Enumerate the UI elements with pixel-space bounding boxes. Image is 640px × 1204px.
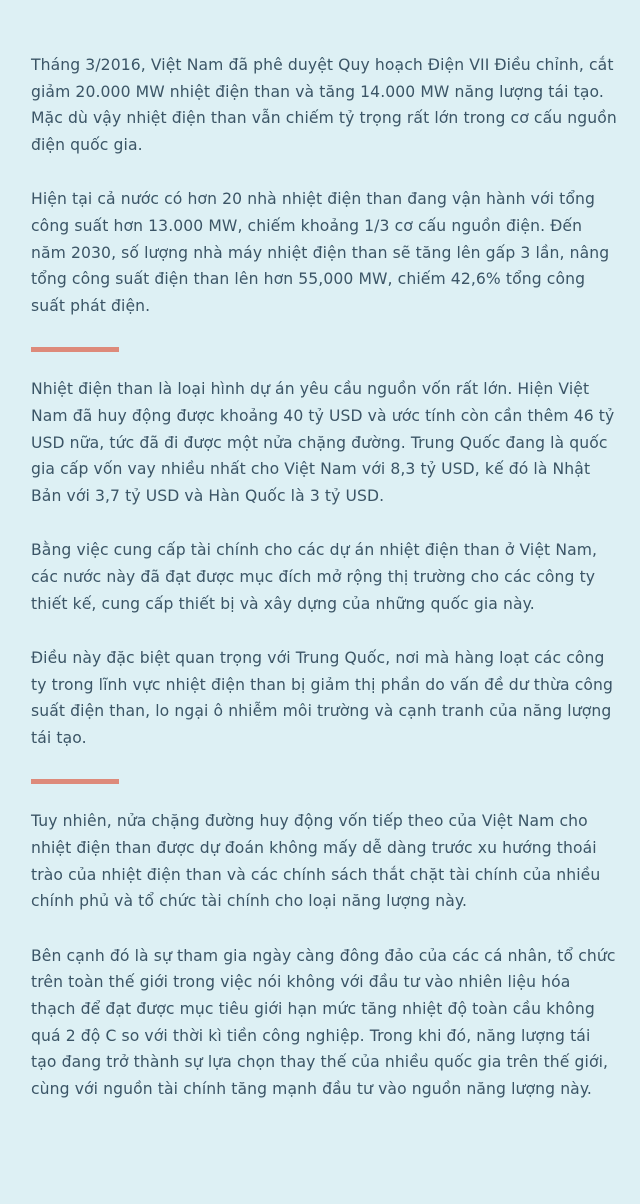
- paragraph-future-funding: Tuy nhiên, nửa chặng đường huy động vốn tiếp theo của Việt Nam cho nhiệt điện than được dự đoán không mấy dễ dàng trước xu hướng thoái trào của nhiệt điện than và các chính sách thắt chặt tài chính của nhiều chính phủ và tổ chức tài chính cho loại năng lượng này.: [31, 812, 601, 911]
- section-divider: [31, 347, 119, 352]
- paragraph-funding: Nhiệt điện than là loại hình dự án yêu cầu nguồn vốn rất lớn. Hiện Việt Nam đã huy động được khoảng 40 tỷ USD và ước tính còn cần thêm 46 tỷ USD nữa, tức đã đi được một nửa chặng đường. Trung Quốc đang là quốc gia cấp vốn vay nhiều nhất cho Việt Nam với 8,3 tỷ USD, kế đó là Nhật Bản với 3,7 tỷ USD và Hàn Quốc là 3 tỷ USD.: [31, 380, 615, 505]
- paragraph-power-plan: Tháng 3/2016, Việt Nam đã phê duyệt Quy hoạch Điện VII Điều chỉnh, cắt giảm 20.000 MW nhiệt điện than và tăng 14.000 MW năng lượng tái tạo. Mặc dù vậy nhiệt điện than vẫn chiếm tỷ trọng rất lớn trong cơ cấu nguồn điện quốc gia.: [31, 56, 617, 154]
- paragraph-market-expansion: Bằng việc cung cấp tài chính cho các dự án nhiệt điện than ở Việt Nam, các nước này đã đạt được mục đích mở rộng thị trường cho các công ty thiết kế, cung cấp thiết bị và xây dựng của những quốc gia này.: [31, 541, 598, 613]
- paragraph-divestment: Bên cạnh đó là sự tham gia ngày càng đông đảo của các cá nhân, tổ chức trên toàn thế giới trong việc nói không với đầu tư vào nhiên liệu hóa thạch để đạt được mục tiêu giới hạn mức tăng nhiệt độ toàn cầu không quá 2 độ C so với thời kì tiền công nghiệp. Trong khi đó, năng lượng tái tạo đang trở thành sự lựa chọn thay thế của nhiều quốc gia trên thế giới, cùng với nguồn tài chính tăng mạnh đầu tư vào nguồn năng lượng này.: [31, 946, 616, 1098]
- paragraph-coal-capacity: Hiện tại cả nước có hơn 20 nhà nhiệt điện than đang vận hành với tổng công suất hơn 13.000 MW, chiếm khoảng 1/3 cơ cấu nguồn điện. Đến năm 2030, số lượng nhà máy nhiệt điện than sẽ tăng lên gấp 3 lần, nâng tổng công suất điện than lên hơn 55,000 MW, chiếm 42,6% tổng công suất phát điện.: [31, 190, 610, 315]
- section-divider: [31, 779, 119, 784]
- paragraph-china: Điều này đặc biệt quan trọng với Trung Quốc, nơi mà hàng loạt các công ty trong lĩnh vực nhiệt điện than bị giảm thị phần do vấn đề dư thừa công suất điện than, lo ngại ô nhiễm môi trường và cạnh tranh của năng lượng tái tạo.: [31, 649, 613, 747]
